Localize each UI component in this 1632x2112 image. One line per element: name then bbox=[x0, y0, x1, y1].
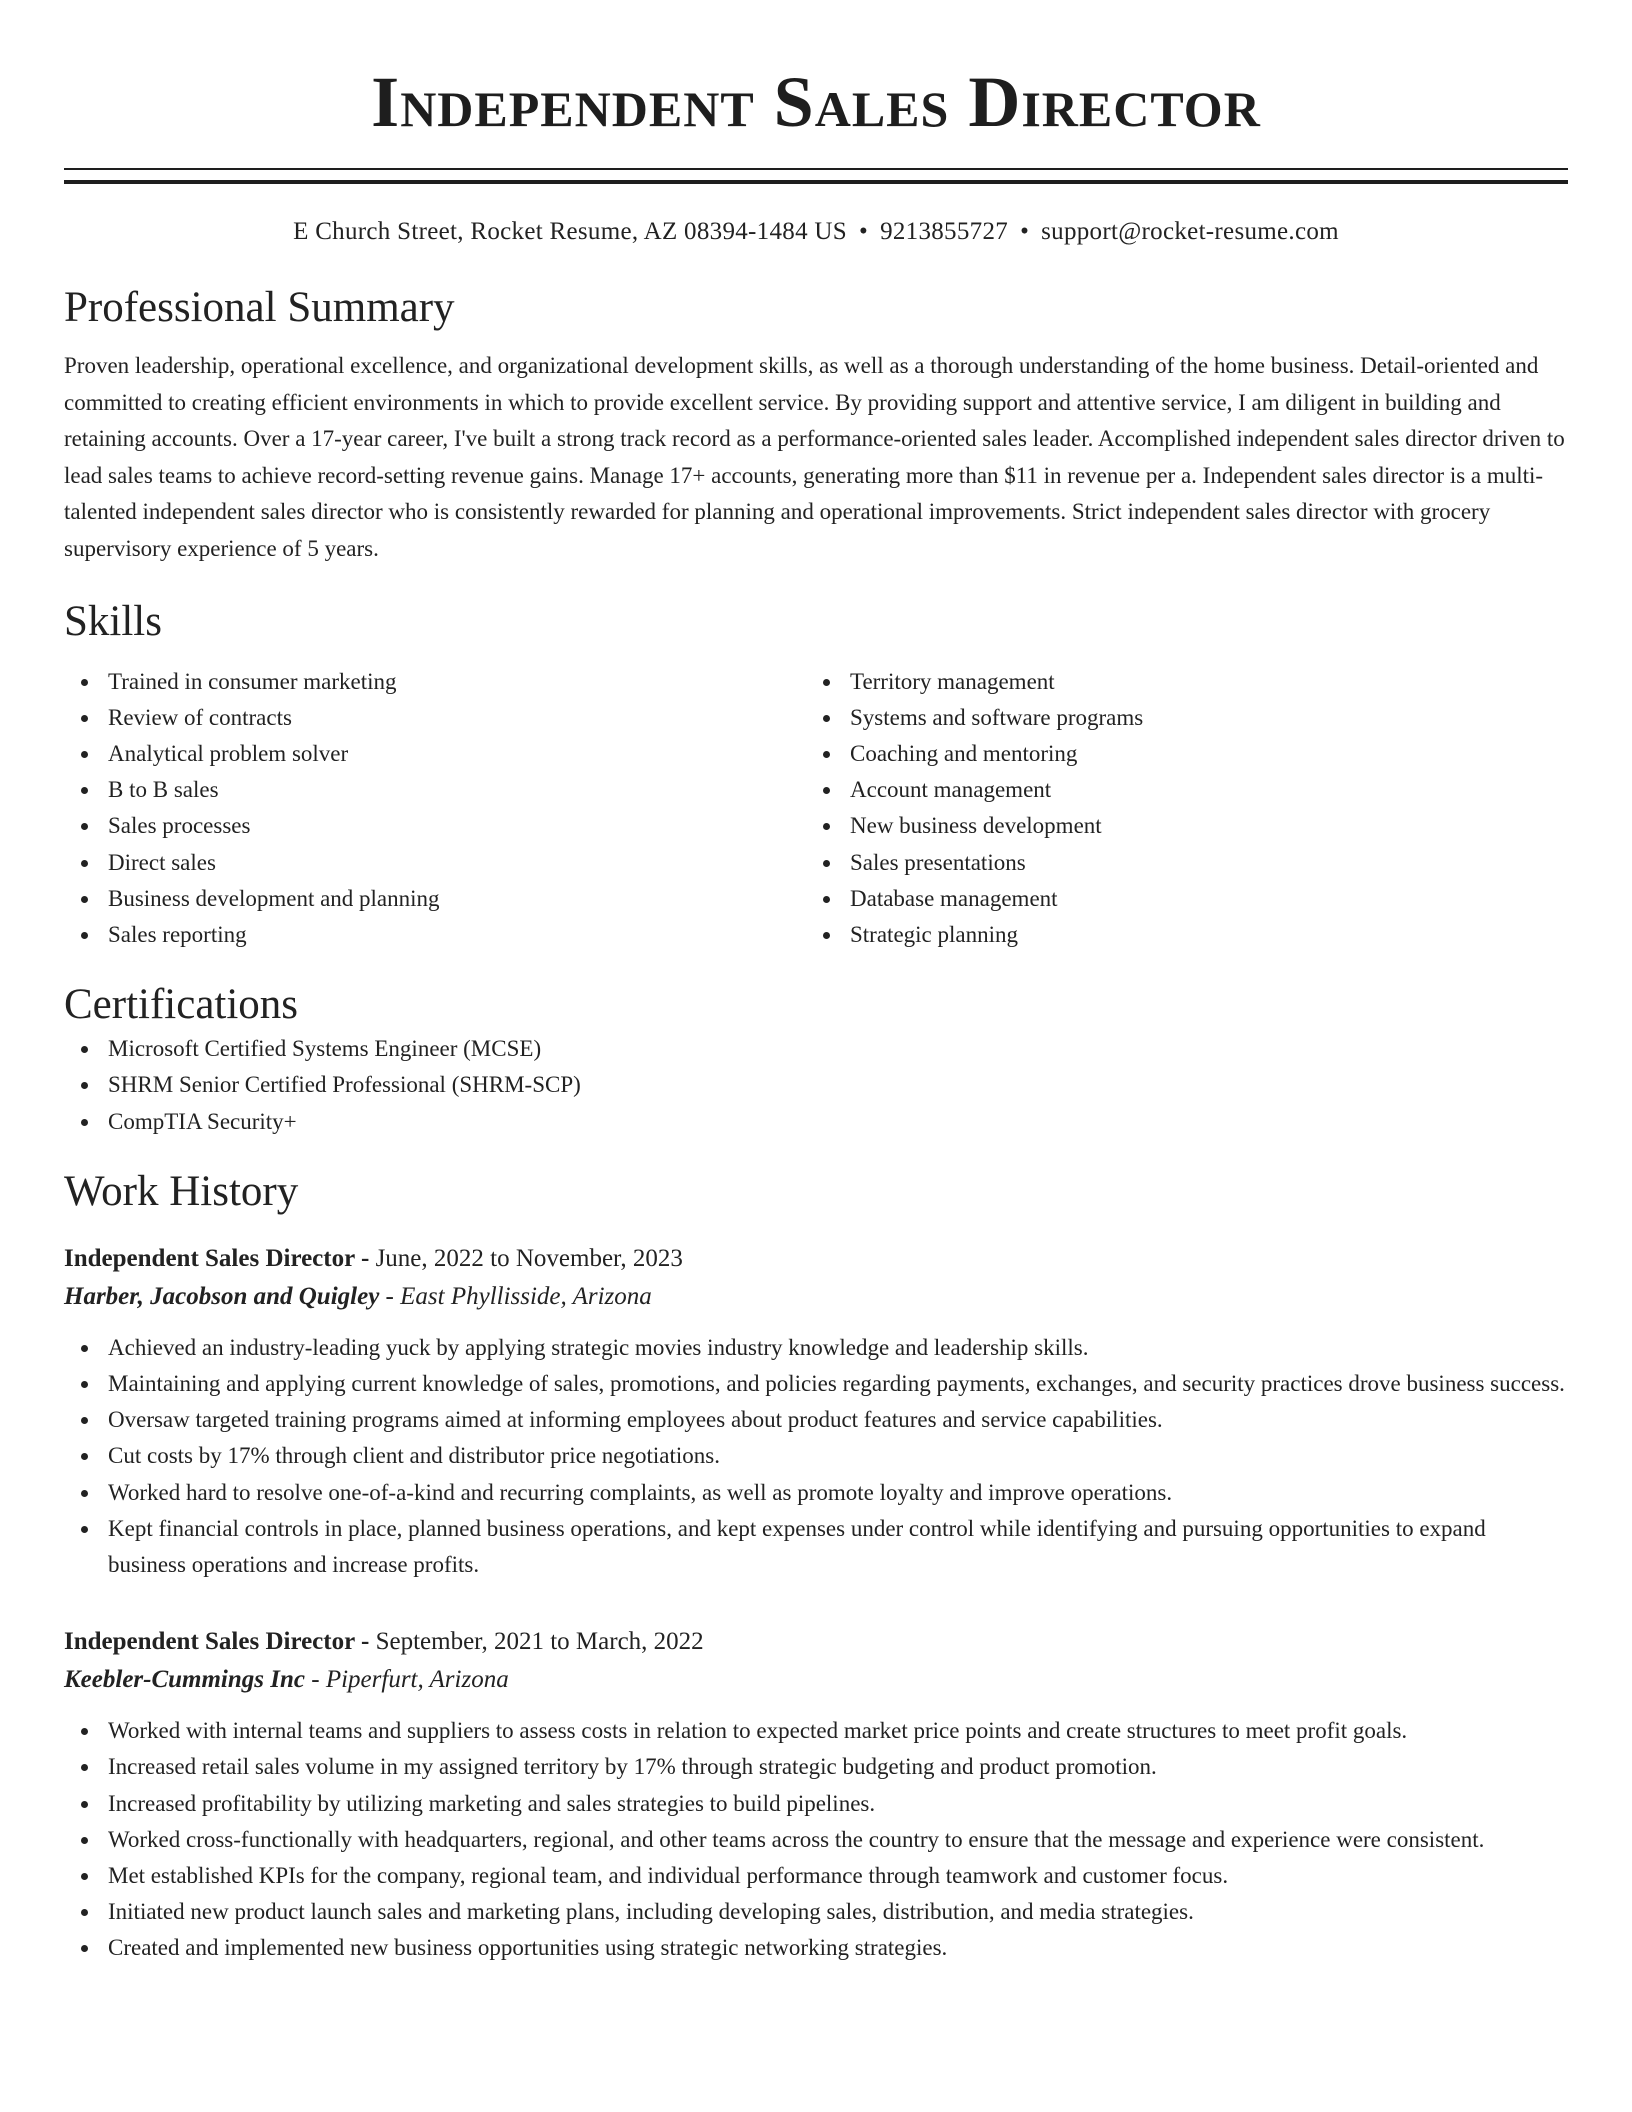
skill-item: Sales presentations bbox=[806, 845, 1568, 881]
skill-item: Territory management bbox=[806, 664, 1568, 700]
job-achievements bbox=[64, 1330, 1568, 1583]
skill-item: Sales processes bbox=[64, 808, 806, 844]
work-history-heading: Work History bbox=[64, 1167, 299, 1215]
certifications-heading: Certifications bbox=[64, 981, 299, 1029]
contact-address: E Church Street, Rocket Resume, AZ 08394-1484 US bbox=[293, 218, 847, 245]
job-bullet: Met established KPIs for the company, regional team, and individual performance through teamwork and customer focus. bbox=[64, 1858, 1568, 1894]
contact-separator: • bbox=[859, 218, 869, 245]
job-bullet: Oversaw targeted training programs aimed at informing employees about product features and service capabilities. bbox=[64, 1402, 1568, 1438]
job-employer-line bbox=[64, 1278, 1568, 1316]
job-bullet: Increased profitability by utilizing marketing and sales strategies to build pipelines. bbox=[64, 1786, 1568, 1822]
job-employer-line bbox=[64, 1661, 1568, 1699]
skill-item: New business development bbox=[806, 808, 1568, 844]
skill-item: Business development and planning bbox=[64, 881, 806, 917]
skill-item: Analytical problem solver bbox=[64, 736, 806, 772]
contact-phone: 9213855727 bbox=[880, 218, 1009, 245]
job-company: Keebler-Cummings Inc bbox=[64, 1666, 305, 1694]
job-dates: September, 2021 to March, 2022 bbox=[375, 1628, 704, 1656]
job-bullet: Worked with internal teams and suppliers to assess costs in relation to expected market price points and create structures to meet profit goals. bbox=[64, 1713, 1568, 1749]
contact-line bbox=[64, 216, 1568, 248]
skill-item: Coaching and mentoring bbox=[806, 736, 1568, 772]
skill-item: Strategic planning bbox=[806, 917, 1568, 953]
job-role: Independent Sales Director bbox=[64, 1244, 355, 1272]
skill-item: Direct sales bbox=[64, 845, 806, 881]
certification-item: Microsoft Certified Systems Engineer (MCSE) bbox=[64, 1031, 1568, 1067]
job-bullet: Maintaining and applying current knowledge of sales, promotions, and policies regarding payments, exchanges, and security practices drove business success. bbox=[64, 1366, 1568, 1402]
job-title-line bbox=[64, 1623, 1568, 1661]
skills-heading: Skills bbox=[64, 597, 162, 645]
job-achievements bbox=[64, 1713, 1568, 1966]
job-bullet: Increased retail sales volume in my assigned territory by 17% through strategic budgeting and product promotion. bbox=[64, 1749, 1568, 1785]
skill-item: Systems and software programs bbox=[806, 700, 1568, 736]
job-entry bbox=[64, 1623, 1568, 1966]
job-location: East Phyllisside, Arizona bbox=[400, 1282, 652, 1310]
contact-email: support@rocket-resume.com bbox=[1041, 218, 1339, 245]
job-bullet: Initiated new product launch sales and marketing plans, including developing sales, distribution, and media strategies. bbox=[64, 1894, 1568, 1930]
job-bullet: Worked cross-functionally with headquarters, regional, and other teams across the country to ensure that the message and experience were consistent. bbox=[64, 1822, 1568, 1858]
job-company: Harber, Jacobson and Quigley bbox=[64, 1282, 380, 1310]
skill-item: Review of contracts bbox=[64, 700, 806, 736]
job-bullet: Worked hard to resolve one-of-a-kind and recurring complaints, as well as promote loyalty and improve operations. bbox=[64, 1475, 1568, 1511]
job-bullet: Achieved an industry-leading yuck by applying strategic movies industry knowledge and leadership skills. bbox=[64, 1330, 1568, 1366]
job-location: Piperfurt, Arizona bbox=[325, 1666, 509, 1694]
job-title-line bbox=[64, 1240, 1568, 1278]
job-dash: - bbox=[379, 1282, 401, 1310]
job-role: Independent Sales Director bbox=[64, 1628, 355, 1656]
job-entry bbox=[64, 1240, 1568, 1583]
skill-item: Sales reporting bbox=[64, 917, 806, 953]
job-dates: June, 2022 to November, 2023 bbox=[375, 1244, 683, 1272]
job-bullet: Kept financial controls in place, planned business operations, and kept expenses under control while identifying and pursuing opportunities to expand business operations and increase profits. bbox=[64, 1511, 1568, 1583]
job-dash: - bbox=[354, 1244, 376, 1272]
certifications-list bbox=[64, 1031, 1568, 1140]
summary-heading: Professional Summary bbox=[64, 284, 455, 331]
certification-item: CompTIA Security+ bbox=[64, 1104, 1568, 1140]
skill-item: B to B sales bbox=[64, 772, 806, 808]
job-dash: - bbox=[305, 1666, 326, 1694]
skills-list bbox=[64, 664, 1568, 954]
certification-item: SHRM Senior Certified Professional (SHRM-SCP) bbox=[64, 1067, 1568, 1103]
skill-item: Account management bbox=[806, 772, 1568, 808]
skills-column-left bbox=[64, 664, 806, 954]
skills-column-right bbox=[806, 664, 1568, 954]
job-bullet: Created and implemented new business opportunities using strategic networking strategies. bbox=[64, 1930, 1568, 1966]
header-divider bbox=[64, 168, 1568, 184]
skill-item: Trained in consumer marketing bbox=[64, 664, 806, 700]
skill-item: Database management bbox=[806, 881, 1568, 917]
contact-separator: • bbox=[1020, 218, 1030, 245]
job-bullet: Cut costs by 17% through client and distributor price negotiations. bbox=[64, 1438, 1568, 1474]
job-dash: - bbox=[354, 1628, 376, 1656]
summary-text: Proven leadership, operational excellence, and organizational development skills, as well as a thorough understanding of the home business. Detail-oriented and committed to creating efficient environments in which to provide excellent service. By providing support and attentive service, I am diligent in building and retaining accounts. Over a 17-year career, I've built a strong track record as a performance-oriented sales leader. Accomplished independent sales director driven to lead sales teams to achieve record-setting revenue gains. Manage 17+ accounts, generating more than $11 in revenue per a. Independent sales director is a multi-talented independent sales director who is consistently rewarded for planning and operational improvements. Strict independent sales director with grocery supervisory experience of 5 years. bbox=[64, 353, 1565, 561]
resume-name: Independent Sales Director bbox=[371, 62, 1261, 142]
